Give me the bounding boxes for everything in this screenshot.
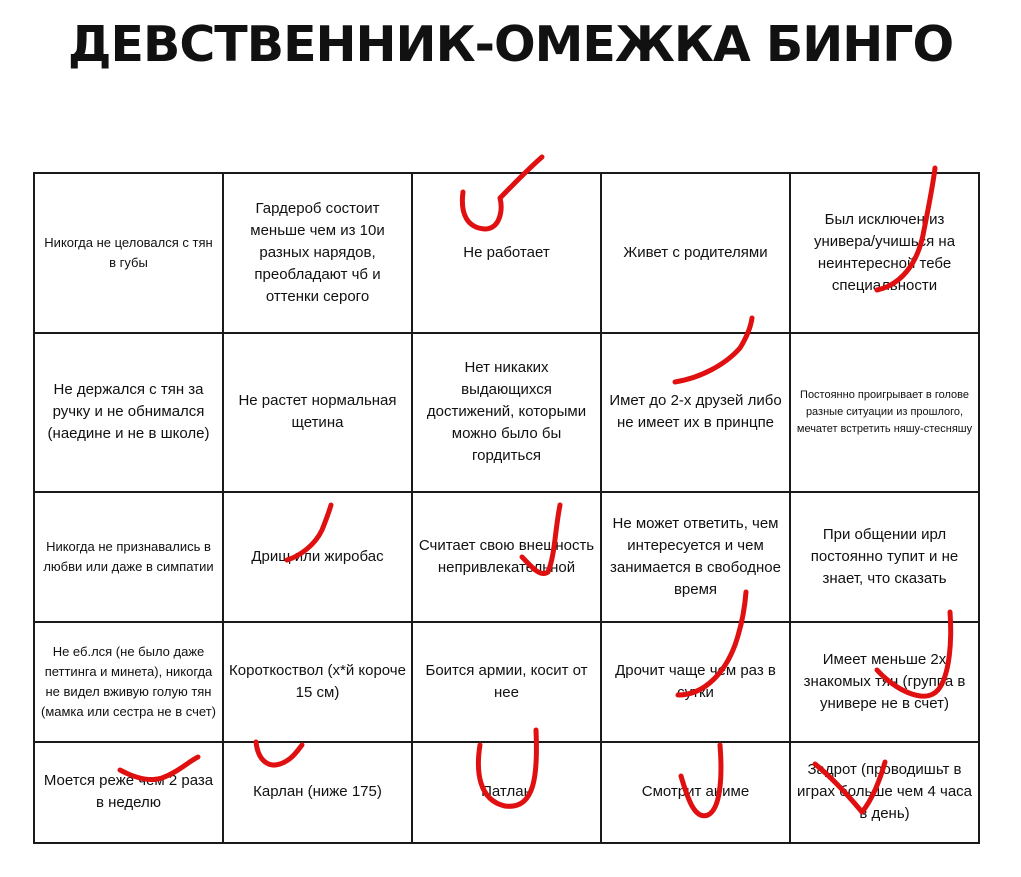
bingo-cell[interactable]: Короткоствол (х*й короче 15 см) bbox=[223, 622, 412, 742]
bingo-cell[interactable]: Постоянно проигрывает в голове разные ситуации из прошлого, мечатет встретить няшу-стесняшу bbox=[790, 333, 979, 493]
bingo-grid bbox=[33, 172, 980, 844]
bingo-cell[interactable]: Смотрит аниме bbox=[601, 742, 790, 843]
bingo-cell[interactable]: Живет с родителями bbox=[601, 173, 790, 333]
bingo-cell[interactable]: Моется реже чем 2 раза в неделю bbox=[34, 742, 223, 843]
bingo-cell[interactable]: Задрот (проводишьт в играх больше чем 4 часа в день) bbox=[790, 742, 979, 843]
bingo-cell[interactable]: Никогда не признавались в любви или даже в симпатии bbox=[34, 492, 223, 622]
bingo-cell[interactable]: Имет до 2-х друзей либо не имеет их в принцпе bbox=[601, 333, 790, 493]
bingo-cell[interactable]: Имеет меньше 2х знакомых тян (группа в универе не в счет) bbox=[790, 622, 979, 742]
bingo-cell[interactable]: Не еб.лся (не было даже петтинга и минета), никогда не видел вживую голую тян (мамка или сестра не в счет) bbox=[34, 622, 223, 742]
bingo-cell[interactable]: Не растет нормальная щетина bbox=[223, 333, 412, 493]
bingo-cell[interactable]: Патлан bbox=[412, 742, 601, 843]
bingo-cell[interactable]: Дрочит чаще чем раз в сутки bbox=[601, 622, 790, 742]
bingo-row bbox=[34, 333, 979, 493]
bingo-cell[interactable]: Боится армии, косит от нее bbox=[412, 622, 601, 742]
bingo-cell[interactable]: Считает свою внешность непривлекательной bbox=[412, 492, 601, 622]
bingo-row bbox=[34, 742, 979, 843]
bingo-cell[interactable]: Дрищ или жиробас bbox=[223, 492, 412, 622]
bingo-title: ДЕВСТВЕННИК-ОМЕЖКА БИНГО bbox=[67, 16, 954, 73]
bingo-cell[interactable]: Нет никаких выдающихся достижений, которыми можно было бы гордиться bbox=[412, 333, 601, 493]
bingo-cell[interactable]: Был исключен из универа/учишься на неинтересной тебе специальности bbox=[790, 173, 979, 333]
bingo-row bbox=[34, 492, 979, 622]
bingo-cell[interactable]: Гардероб состоит меньше чем из 10и разных нарядов, преобладают чб и оттенки серого bbox=[223, 173, 412, 333]
bingo-cell[interactable]: Не держался с тян за ручку и не обнимался (наедине и не в школе) bbox=[34, 333, 223, 493]
bingo-cell[interactable]: Карлан (ниже 175) bbox=[223, 742, 412, 843]
bingo-cell[interactable]: Не может ответить, чем интересуется и чем занимается в свободное время bbox=[601, 492, 790, 622]
bingo-row bbox=[34, 173, 979, 333]
bingo-cell[interactable]: Никогда не целовался с тян в губы bbox=[34, 173, 223, 333]
bingo-row bbox=[34, 622, 979, 742]
bingo-cell[interactable]: Не работает bbox=[412, 173, 601, 333]
bingo-cell[interactable]: При общении ирл постоянно тупит и не знает, что сказать bbox=[790, 492, 979, 622]
